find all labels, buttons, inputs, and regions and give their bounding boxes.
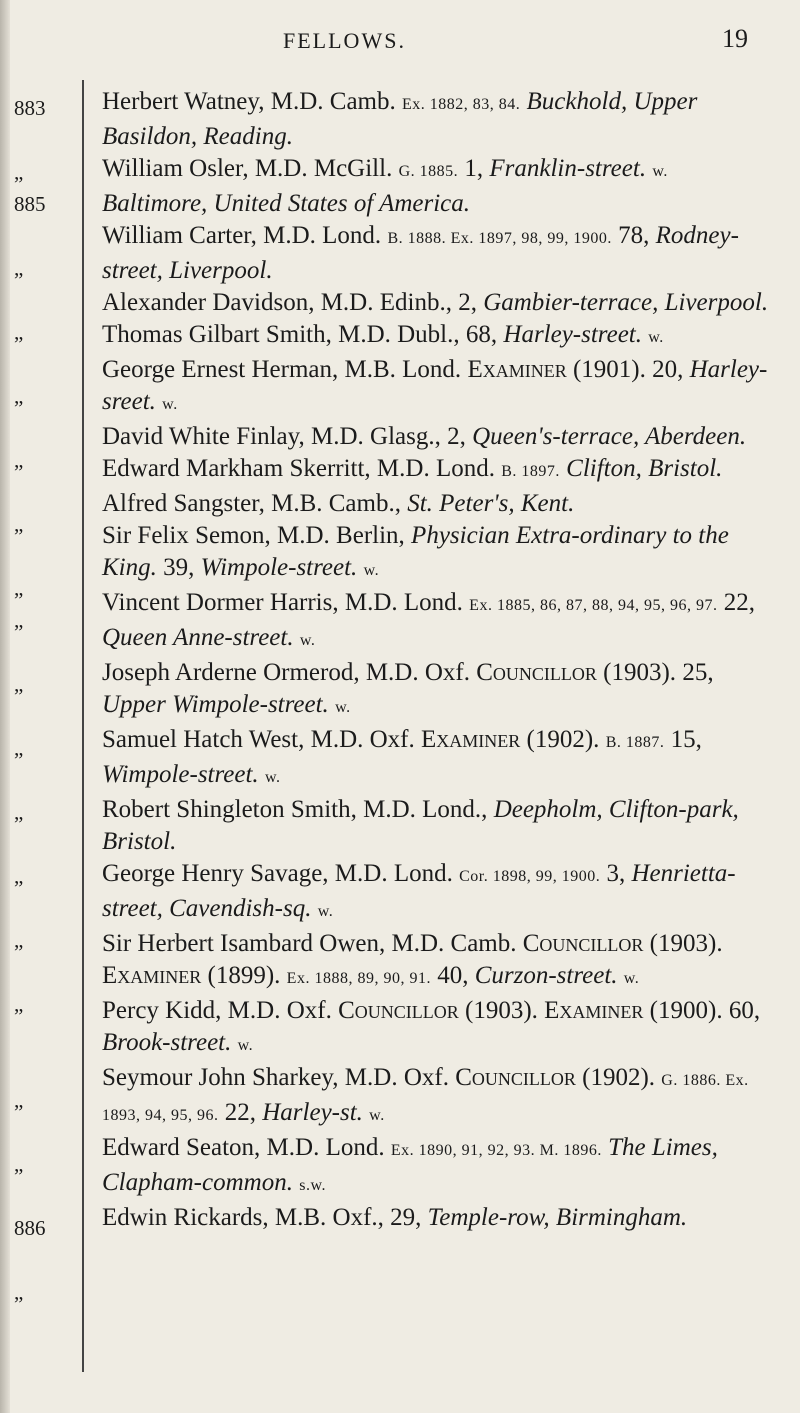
address-number: 29, bbox=[390, 1204, 422, 1231]
fellow-name: Vincent Dormer Harris, M.D. Lond. bbox=[102, 589, 463, 616]
year-marker: „ bbox=[14, 608, 24, 632]
exam-record: Ex. 1888, 89, 90, 91. bbox=[286, 970, 431, 987]
address: Wimpole-street. bbox=[102, 761, 259, 788]
address: Wimpole-street. bbox=[200, 554, 358, 581]
list-item bbox=[102, 724, 778, 794]
year-marker: „ bbox=[14, 384, 24, 408]
postal-district: w. bbox=[623, 970, 640, 987]
fellow-name: Sir Herbert Isambard Owen, M.D. Camb. bbox=[102, 930, 517, 957]
postal-district: w. bbox=[317, 903, 334, 920]
year-marker: 886 bbox=[14, 1216, 46, 1240]
list-item bbox=[102, 220, 778, 287]
address-number: 39, bbox=[163, 554, 195, 581]
fellow-name: Alfred Sangster, M.B. Camb., bbox=[102, 490, 401, 517]
column-rule bbox=[82, 80, 84, 1372]
postal-district: w. bbox=[162, 396, 178, 413]
address: Harley-street. bbox=[503, 321, 643, 348]
list-item bbox=[102, 319, 778, 354]
running-title: FELLOWS. bbox=[283, 28, 406, 53]
address: Deepholm, Clifton-park, Bristol. bbox=[102, 796, 739, 855]
year-marker: „ bbox=[14, 320, 24, 344]
page-gutter-shadow bbox=[0, 0, 10, 1413]
year-marker: „ bbox=[14, 928, 24, 952]
address: Rodney-street, Liverpool. bbox=[102, 222, 739, 284]
exam-record: B. 1897. bbox=[501, 463, 560, 480]
address-number: 60, bbox=[728, 997, 761, 1024]
list-item bbox=[102, 1202, 778, 1234]
fellow-name: George Henry Savage, M.D. Lond. bbox=[102, 860, 453, 887]
list-item bbox=[102, 354, 778, 421]
exam-record: B. 1888. Ex. 1897, 98, 99, 1900. bbox=[387, 230, 612, 247]
year-marker: „ bbox=[14, 864, 24, 888]
address-number: 2, bbox=[447, 423, 466, 450]
fellow-name: Edward Seaton, M.D. Lond. bbox=[102, 1134, 385, 1161]
address-number: 40, bbox=[437, 962, 469, 989]
address: The Limes, Clapham-common. bbox=[102, 1134, 718, 1196]
year-marker: „ bbox=[14, 576, 24, 600]
list-item bbox=[102, 657, 778, 724]
postal-district: w. bbox=[369, 1107, 385, 1124]
fellow-name: Edwin Rickards, M.B. Oxf., bbox=[102, 1204, 384, 1231]
fellow-name: David White Finlay, M.D. Glasg., bbox=[102, 423, 441, 450]
address: Brook-street. bbox=[102, 1029, 232, 1056]
page-number: 19 bbox=[722, 24, 748, 53]
address-number: 1, bbox=[464, 155, 484, 182]
year-marker: „ bbox=[14, 736, 24, 760]
address-number: 15, bbox=[670, 726, 702, 753]
exam-record: Ex. 1885, 86, 87, 88, 94, 95, 96, 97. bbox=[469, 597, 718, 614]
page-header bbox=[0, 22, 800, 62]
list-item bbox=[102, 1062, 778, 1132]
list-item bbox=[102, 421, 778, 453]
fellow-name: Joseph Arderne Ormerod, M.D. Oxf. bbox=[102, 659, 470, 686]
address: Upper Wimpole-street. bbox=[102, 691, 329, 718]
exam-record: G. 1886. Ex. 1893, 94, 95, 96. bbox=[102, 1072, 749, 1124]
year-marker: „ bbox=[14, 1152, 24, 1176]
fellow-name: Samuel Hatch West, M.D. Oxf. bbox=[102, 726, 415, 753]
address: Buckhold, Upper Basildon, Reading. bbox=[102, 88, 698, 150]
list-item bbox=[102, 520, 778, 587]
address: Franklin-street. bbox=[489, 155, 647, 182]
year-marker: „ bbox=[14, 672, 24, 696]
postal-district: w. bbox=[237, 1037, 254, 1054]
address: Gambier-terrace, Liverpool. bbox=[483, 289, 769, 316]
office-held: Councillor (1903). Examiner (1900). bbox=[338, 997, 723, 1024]
address-number: 20, bbox=[652, 356, 684, 383]
year-marker: „ bbox=[14, 1088, 24, 1112]
year-marker: „ bbox=[14, 800, 24, 824]
list-item bbox=[102, 287, 778, 319]
postal-district: s.w. bbox=[299, 1177, 326, 1194]
postal-district: w. bbox=[299, 632, 316, 649]
year-marker: „ bbox=[14, 160, 24, 184]
address: Harley-sreet. bbox=[102, 356, 768, 415]
address: Queen's-terrace, Aberdeen. bbox=[472, 423, 747, 450]
year-marker: „ bbox=[14, 1280, 24, 1304]
fellow-name: Sir Felix Semon, M.D. Berlin, bbox=[102, 522, 405, 549]
exam-record: Cor. 1898, 99, 1900. bbox=[459, 868, 601, 885]
exam-record: Ex. 1890, 91, 92, 93. M. 1896. bbox=[390, 1142, 602, 1159]
fellow-name: Percy Kidd, M.D. Oxf. bbox=[102, 997, 332, 1024]
fellows-list bbox=[102, 86, 778, 1234]
fellow-name: Alexander Davidson, M.D. Edinb., bbox=[102, 289, 452, 316]
fellow-name: Edward Markham Skerritt, M.D. Lond. bbox=[102, 455, 495, 482]
address: Temple-row, Birmingham. bbox=[427, 1204, 688, 1231]
fellow-name: Herbert Watney, M.D. Camb. bbox=[102, 88, 396, 115]
exam-record: G. 1885. bbox=[398, 163, 459, 180]
exam-record: B. 1887. bbox=[605, 734, 665, 751]
list-item bbox=[102, 488, 778, 520]
year-marker: „ bbox=[14, 512, 24, 536]
office-held: Examiner (1902). bbox=[421, 726, 600, 753]
fellow-name: Thomas Gilbart Smith, M.D. Dubl., bbox=[102, 321, 460, 348]
address-number: 68, bbox=[465, 321, 498, 348]
address-number: 22, bbox=[723, 589, 755, 616]
year-marker: „ bbox=[14, 992, 24, 1016]
list-item bbox=[102, 1132, 778, 1202]
office-held: Councillor (1902). bbox=[455, 1064, 656, 1091]
postal-district: w. bbox=[264, 769, 281, 786]
address-number: 2, bbox=[458, 289, 477, 316]
appointment: Physician Extra-ordinary to the King. bbox=[102, 522, 729, 581]
fellow-name: William Osler, M.D. McGill. bbox=[102, 155, 393, 182]
address: St. Peter's, Kent. bbox=[407, 490, 575, 517]
address: Curzon-street. bbox=[474, 962, 618, 989]
year-marker: „ bbox=[14, 448, 24, 472]
address: Henrietta-street, Cavendish-sq. bbox=[102, 860, 736, 922]
postal-district: w. bbox=[335, 699, 351, 716]
list-item bbox=[102, 794, 778, 858]
list-item bbox=[102, 858, 778, 928]
list-item bbox=[102, 453, 778, 488]
fellow-name: Seymour John Sharkey, M.D. Oxf. bbox=[102, 1064, 449, 1091]
address-number: 78, bbox=[618, 222, 650, 249]
list-item bbox=[102, 86, 778, 153]
address-number: 22, bbox=[224, 1099, 256, 1126]
exam-record: Ex. 1882, 83, 84. bbox=[402, 96, 521, 113]
list-item bbox=[102, 587, 778, 657]
postal-district: w. bbox=[648, 329, 664, 346]
address: Queen Anne-street. bbox=[102, 624, 294, 651]
year-marker: „ bbox=[14, 256, 24, 280]
list-item bbox=[102, 153, 778, 220]
address-number: 3, bbox=[606, 860, 626, 887]
list-item bbox=[102, 928, 778, 995]
fellow-name: William Carter, M.D. Lond. bbox=[102, 222, 382, 249]
list-item bbox=[102, 995, 778, 1062]
year-marker: 883 bbox=[14, 96, 46, 120]
office-held: Examiner (1901). bbox=[467, 356, 646, 383]
address-number: 25, bbox=[682, 659, 714, 686]
postal-district: w. bbox=[363, 562, 380, 579]
fellow-name: Robert Shingleton Smith, M.D. Lond., bbox=[102, 796, 488, 823]
office-held: Councillor (1903). bbox=[476, 659, 677, 686]
office-held: Councillor (1903). Examiner (1899). bbox=[102, 930, 723, 989]
address-city: Baltimore, United States of America. bbox=[102, 190, 471, 217]
address: Clifton, Bristol. bbox=[566, 455, 723, 482]
fellow-name: George Ernest Herman, M.B. Lond. bbox=[102, 356, 462, 383]
address: Harley-st. bbox=[262, 1099, 363, 1126]
year-marker: 885 bbox=[14, 192, 46, 216]
postal-district: w. bbox=[652, 163, 668, 180]
